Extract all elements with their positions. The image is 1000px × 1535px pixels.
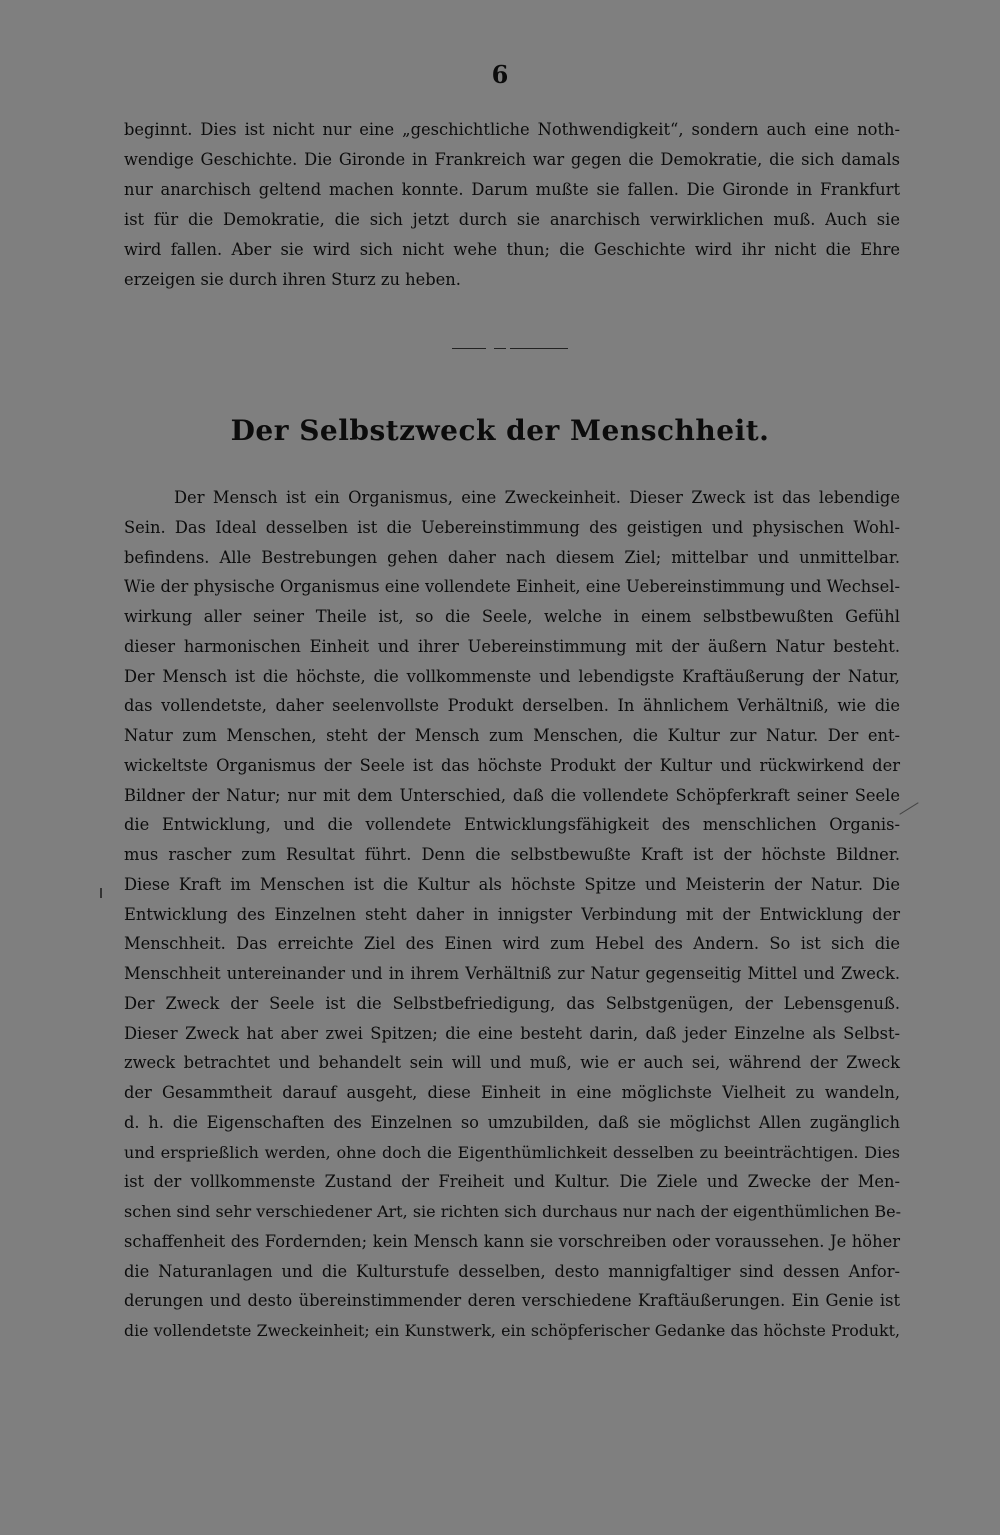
text-line: Menschheit untereinander und in ihrem Verhältniß zur Natur gegenseitig Mittel und Zweck. <box>124 964 900 983</box>
print-artifact-mark <box>100 888 102 898</box>
text-line: die Entwicklung, und die vollendete Entwicklungsfähigkeit des menschlichen Organis- <box>124 815 900 835</box>
paragraph-continued <box>124 115 900 295</box>
divider-break <box>506 346 510 351</box>
divider-break <box>486 346 494 351</box>
text-line: wirkung aller seiner Theile ist, so die Seele, welche in einem selbstbewußten Gefühl <box>124 607 900 626</box>
text-line: nur anarchisch geltend machen konnte. Darum mußte sie fallen. Die Gironde in Frankfurt <box>124 180 900 199</box>
paragraph-main <box>124 483 900 1346</box>
text-line: das vollendetste, daher seelenvollste Produkt derselben. In ähnlichem Verhältniß, wie die <box>124 696 900 716</box>
text-line: Der Zweck der Seele ist die Selbstbefriedigung, das Selbstgenügen, der Lebensgenuß. <box>124 993 900 1013</box>
text-line: wird fallen. Aber sie wird sich nicht wehe thun; die Geschichte wird ihr nicht die Ehre <box>124 240 900 259</box>
text-line: dieser harmonischen Einheit und ihrer Uebereinstimmung mit der äußern Natur besteht. <box>124 636 900 656</box>
text-line: schen sind sehr verschiedener Art, sie richten sich durchaus nur nach der eigenthümlichen Be- <box>124 1202 902 1221</box>
text-line: beginnt. Dies ist nicht nur eine „geschichtliche Nothwendigkeit“, sondern auch eine noth- <box>124 120 900 139</box>
print-artifact-stroke <box>899 802 918 815</box>
page-number: 6 <box>491 60 509 89</box>
text-line: Der Mensch ist die höchste, die vollkommenste und lebendigste Kraftäußerung der Natur, <box>124 666 900 686</box>
text-line: die vollendetste Zweckeinheit; ein Kunstwerk, ein schöpferischer Gedanke das höchste Produkt, <box>124 1321 900 1340</box>
text-line: Entwicklung des Einzelnen steht daher in innigster Verbindung mit der Entwicklung der <box>124 904 900 924</box>
text-line: Sein. Das Ideal desselben ist die Uebereinstimmung des geistigen und physischen Wohl- <box>124 517 900 537</box>
text-line: wickeltste Organismus der Seele ist das höchste Produkt der Kultur und rückwirkend der <box>124 755 900 775</box>
text-line: Bildner der Natur; nur mit dem Unterschied, daß die vollendete Schöpferkraft seiner Seele <box>124 785 900 805</box>
text-line: Der Mensch ist ein Organismus, eine Zweckeinheit. Dieser Zweck ist das lebendige <box>174 488 900 507</box>
text-line: derungen und desto übereinstimmender deren verschiedene Kraftäußerungen. Ein Genie ist <box>124 1291 900 1311</box>
text-line: wendige Geschichte. Die Gironde in Frankreich war gegen die Demokratie, die sich damals <box>124 150 900 169</box>
text-line: befindens. Alle Bestrebungen gehen daher nach diesem Ziel; mittelbar und unmittelbar. <box>124 547 900 567</box>
text-line: Menschheit. Das erreichte Ziel des Einen wird zum Hebel des Andern. So ist sich die <box>124 934 900 954</box>
text-line: ist für die Demokratie, die sich jetzt durch sie anarchisch verwirklichen muß. Auch sie <box>124 210 900 229</box>
text-line: die Naturanlagen und die Kulturstufe desselben, desto mannigfaltiger sind dessen Anfor- <box>124 1261 900 1281</box>
text-line: Dieser Zweck hat aber zwei Spitzen; die eine besteht darin, daß jeder Einzelne als Selbst- <box>124 1023 900 1043</box>
text-line: mus rascher zum Resultat führt. Denn die selbstbewußte Kraft ist der höchste Bildner. <box>124 845 900 864</box>
section-divider <box>452 348 568 349</box>
text-line: erzeigen sie durch ihren Sturz zu heben. <box>124 270 461 289</box>
section-title: Der Selbstzweck der Menschheit. <box>230 414 770 447</box>
text-line: Natur zum Menschen, steht der Mensch zum Menschen, die Kultur zur Natur. Der ent- <box>124 726 900 745</box>
text-line: und ersprießlich werden, ohne doch die Eigenthümlichkeit desselben zu beeinträchtigen. Dies <box>124 1142 900 1162</box>
text-line: d. h. die Eigenschaften des Einzelnen so umzubilden, daß sie möglichst Allen zugänglich <box>124 1112 900 1132</box>
text-line: Wie der physische Organismus eine vollendete Einheit, eine Uebereinstimmung und Wechsel- <box>124 577 900 597</box>
text-line: Diese Kraft im Menschen ist die Kultur als höchste Spitze und Meisterin der Natur. Die <box>124 874 900 894</box>
text-line: schaffenheit des Fordernden; kein Mensch kann sie vorschreiben oder voraussehen. Je höher <box>124 1231 900 1251</box>
text-line: der Gesammtheit darauf ausgeht, diese Einheit in eine möglichste Vielheit zu wandeln, <box>124 1083 900 1102</box>
text-line: ist der vollkommenste Zustand der Freiheit und Kultur. Die Ziele und Zwecke der Men- <box>124 1172 900 1192</box>
text-line: zweck betrachtet und behandelt sein will und muß, wie er auch sei, während der Zweck <box>124 1053 900 1073</box>
